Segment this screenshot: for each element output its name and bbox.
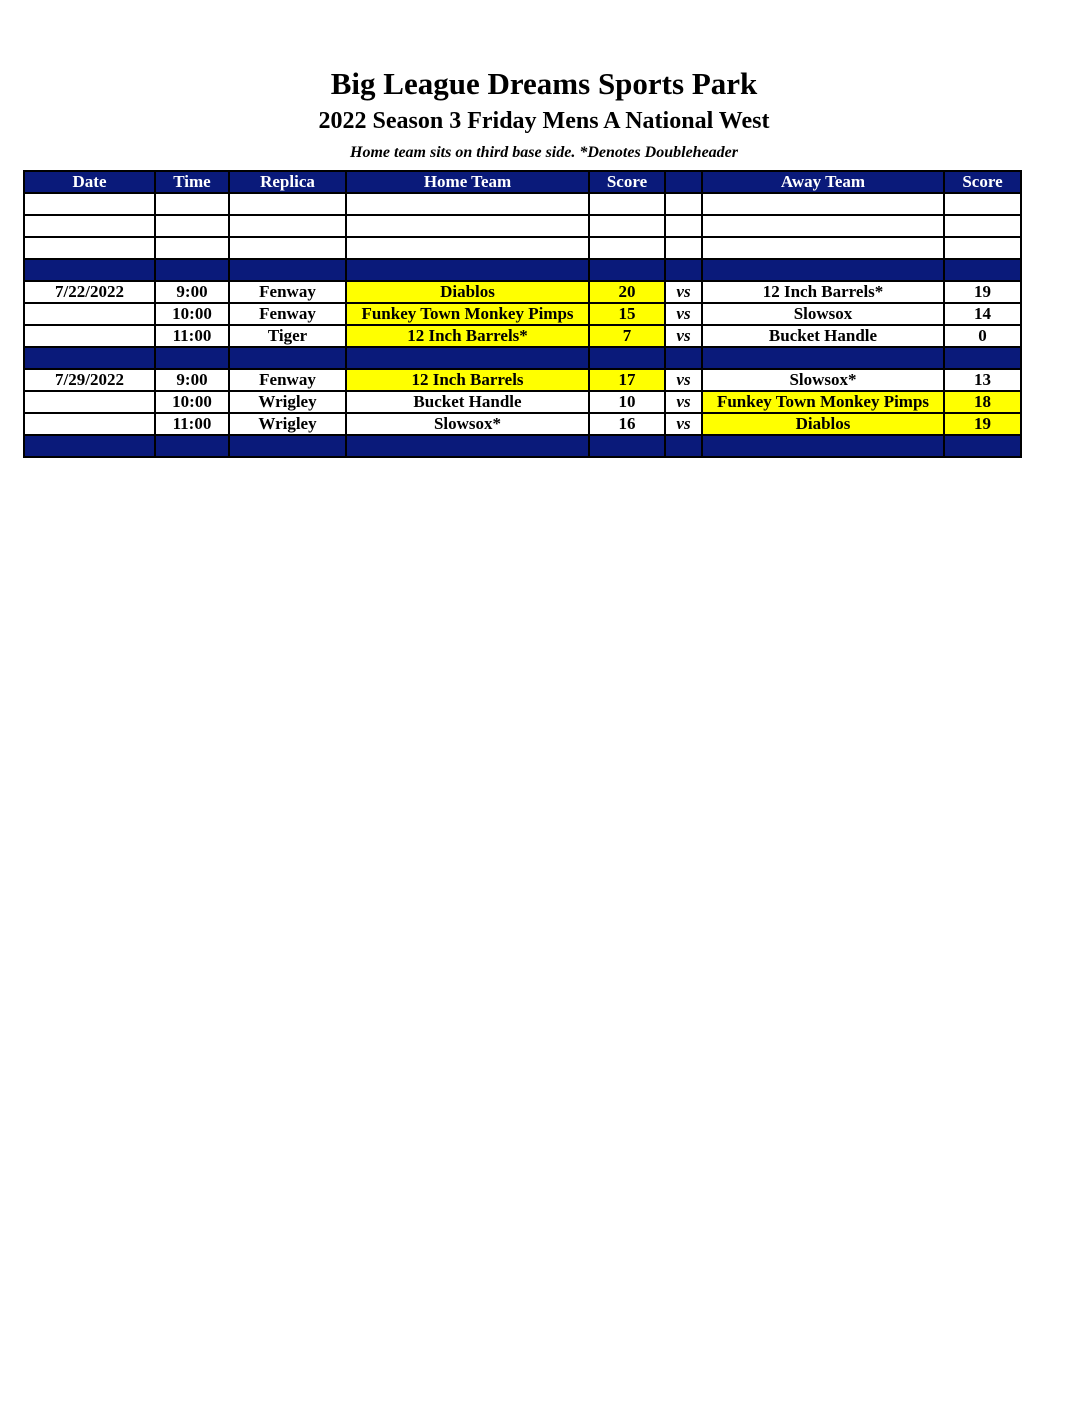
game-replica: Wrigley [229, 391, 346, 413]
away-score: 18 [944, 391, 1021, 413]
game-replica: Wrigley [229, 413, 346, 435]
home-team: Slowsox* [346, 413, 589, 435]
home-score: 7 [589, 325, 665, 347]
away-team: Slowsox* [702, 369, 944, 391]
vs-label: vs [665, 303, 702, 325]
game-time: 9:00 [155, 281, 229, 303]
vs-label: vs [665, 369, 702, 391]
game-row [24, 391, 1021, 413]
home-score: 17 [589, 369, 665, 391]
game-row [24, 281, 1021, 303]
home-score: 20 [589, 281, 665, 303]
home-team: 12 Inch Barrels* [346, 325, 589, 347]
home-team: Funkey Town Monkey Pimps [346, 303, 589, 325]
game-row [24, 413, 1021, 435]
game-replica: Tiger [229, 325, 346, 347]
home-team: Bucket Handle [346, 391, 589, 413]
home-team: Diablos [346, 281, 589, 303]
away-score: 14 [944, 303, 1021, 325]
blank-row [24, 237, 1021, 259]
game-time: 10:00 [155, 303, 229, 325]
away-score: 13 [944, 369, 1021, 391]
game-date [24, 391, 155, 413]
away-team: Slowsox [702, 303, 944, 325]
blank-row [24, 215, 1021, 237]
away-team: Bucket Handle [702, 325, 944, 347]
away-team: Diablos [702, 413, 944, 435]
away-team: 12 Inch Barrels* [702, 281, 944, 303]
home-score: 10 [589, 391, 665, 413]
game-date [24, 303, 155, 325]
game-row [24, 303, 1021, 325]
page-title: Big League Dreams Sports Park [330, 66, 758, 101]
game-date [24, 325, 155, 347]
game-time: 10:00 [155, 391, 229, 413]
game-replica: Fenway [229, 281, 346, 303]
col-header-vs [665, 171, 702, 193]
vs-label: vs [665, 391, 702, 413]
game-date: 7/22/2022 [24, 281, 155, 303]
col-header-date: Date [24, 171, 155, 193]
divider-band [24, 347, 1021, 369]
game-replica: Fenway [229, 303, 346, 325]
away-score: 0 [944, 325, 1021, 347]
game-row [24, 369, 1021, 391]
divider-band [24, 435, 1021, 457]
divider-band [24, 259, 1021, 281]
schedule-note: Home team sits on third base side. *Denotes Doubleheader [350, 144, 738, 161]
col-header-time: Time [155, 171, 229, 193]
away-score: 19 [944, 413, 1021, 435]
home-score: 15 [589, 303, 665, 325]
game-time: 9:00 [155, 369, 229, 391]
away-score: 19 [944, 281, 1021, 303]
header-row [24, 171, 1021, 193]
game-replica: Fenway [229, 369, 346, 391]
home-score: 16 [589, 413, 665, 435]
col-header-replica: Replica [229, 171, 346, 193]
away-team: Funkey Town Monkey Pimps [702, 391, 944, 413]
col-header-home-team: Home Team [346, 171, 589, 193]
game-date [24, 413, 155, 435]
col-header-home-score: Score [589, 171, 665, 193]
home-team: 12 Inch Barrels [346, 369, 589, 391]
game-date: 7/29/2022 [24, 369, 155, 391]
vs-label: vs [665, 413, 702, 435]
page-subtitle: 2022 Season 3 Friday Mens A National West [318, 108, 770, 134]
col-header-away-team: Away Team [702, 171, 944, 193]
vs-label: vs [665, 325, 702, 347]
vs-label: vs [665, 281, 702, 303]
game-row [24, 325, 1021, 347]
game-time: 11:00 [155, 413, 229, 435]
schedule-table [23, 170, 1022, 458]
game-time: 11:00 [155, 325, 229, 347]
col-header-away-score: Score [944, 171, 1021, 193]
blank-row [24, 193, 1021, 215]
